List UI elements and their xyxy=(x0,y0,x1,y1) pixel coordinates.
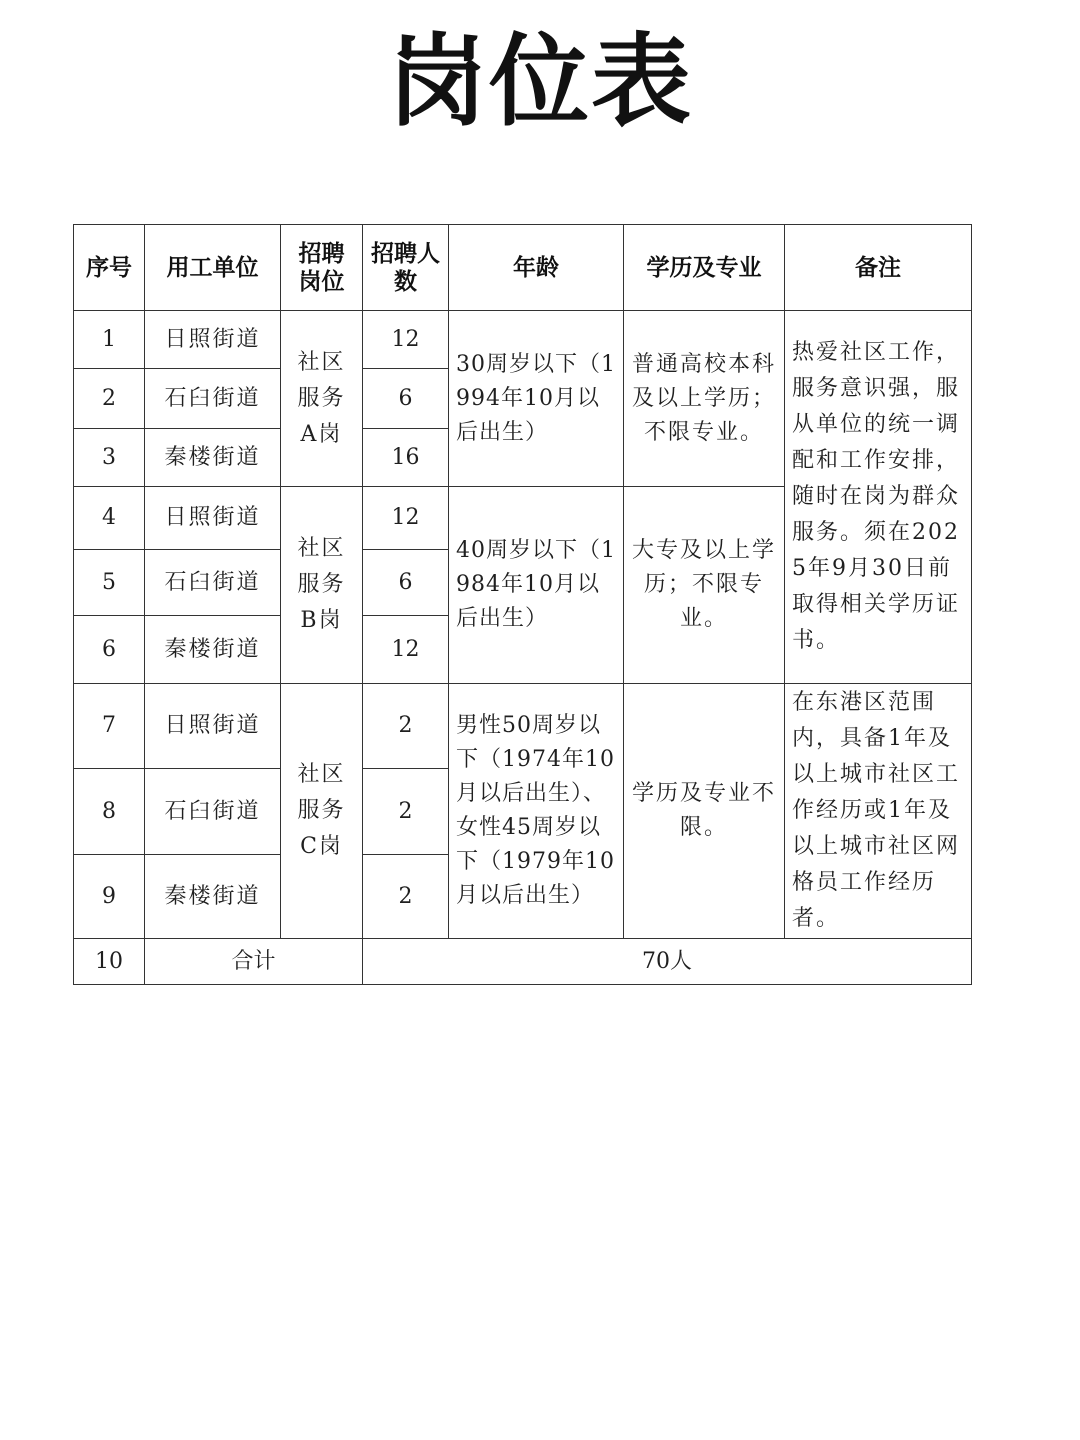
row-count: 12 xyxy=(363,487,449,550)
header-count: 招聘人数 xyxy=(363,225,449,311)
row-unit: 日照街道 xyxy=(145,487,281,550)
total-index: 10 xyxy=(74,939,145,985)
row-unit: 秦楼街道 xyxy=(145,429,281,487)
group-post: 社区服务B岗 xyxy=(281,487,363,684)
group-age: 30周岁以下（1994年10月以后出生） xyxy=(449,311,624,487)
row-count: 6 xyxy=(363,369,449,429)
row-index: 1 xyxy=(74,311,145,369)
total-row xyxy=(74,939,972,985)
total-label: 合计 xyxy=(145,939,363,985)
table-row xyxy=(74,684,972,769)
row-index: 9 xyxy=(74,855,145,939)
group-education: 学历及专业不限。 xyxy=(624,684,785,939)
row-count: 2 xyxy=(363,769,449,855)
post-table xyxy=(73,224,972,985)
row-unit: 石臼街道 xyxy=(145,550,281,616)
header-remarks: 备注 xyxy=(785,225,972,311)
group-age: 男性50周岁以下（1974年10月以后出生）、女性45周岁以下（1979年10月以后出生） xyxy=(449,684,624,939)
table-row xyxy=(74,311,972,369)
row-index: 2 xyxy=(74,369,145,429)
group-education: 大专及以上学历；不限专业。 xyxy=(624,487,785,684)
row-unit: 日照街道 xyxy=(145,684,281,769)
header-row xyxy=(74,225,972,311)
header-age: 年龄 xyxy=(449,225,624,311)
row-index: 5 xyxy=(74,550,145,616)
row-index: 6 xyxy=(74,616,145,684)
row-count: 12 xyxy=(363,616,449,684)
row-index: 4 xyxy=(74,487,145,550)
row-count: 16 xyxy=(363,429,449,487)
header-education: 学历及专业 xyxy=(624,225,785,311)
row-index: 3 xyxy=(74,429,145,487)
header-post: 招聘岗位 xyxy=(281,225,363,311)
total-value: 70人 xyxy=(363,939,972,985)
row-unit: 日照街道 xyxy=(145,311,281,369)
row-unit: 秦楼街道 xyxy=(145,855,281,939)
group-post: 社区服务A岗 xyxy=(281,311,363,487)
row-unit: 秦楼街道 xyxy=(145,616,281,684)
header-unit: 用工单位 xyxy=(145,225,281,311)
row-unit: 石臼街道 xyxy=(145,769,281,855)
row-count: 2 xyxy=(363,684,449,769)
page-title: 岗位表 xyxy=(387,23,693,140)
row-index: 8 xyxy=(74,769,145,855)
group-age: 40周岁以下（1984年10月以后出生） xyxy=(449,487,624,684)
row-index: 7 xyxy=(74,684,145,769)
row-unit: 石臼街道 xyxy=(145,369,281,429)
group-education: 普通高校本科及以上学历；不限专业。 xyxy=(624,311,785,487)
header-index: 序号 xyxy=(74,225,145,311)
remark-c: 在东港区范围内，具备1年及以上城市社区工作经历或1年及以上城市社区网格员工作经历者。 xyxy=(785,684,972,939)
row-count: 6 xyxy=(363,550,449,616)
group-post: 社区服务C岗 xyxy=(281,684,363,939)
row-count: 2 xyxy=(363,855,449,939)
remark-ab: 热爱社区工作，服务意识强，服从单位的统一调配和工作安排，随时在岗为群众服务。须在2025年9月30日前取得相关学历证书。 xyxy=(785,311,972,684)
row-count: 12 xyxy=(363,311,449,369)
